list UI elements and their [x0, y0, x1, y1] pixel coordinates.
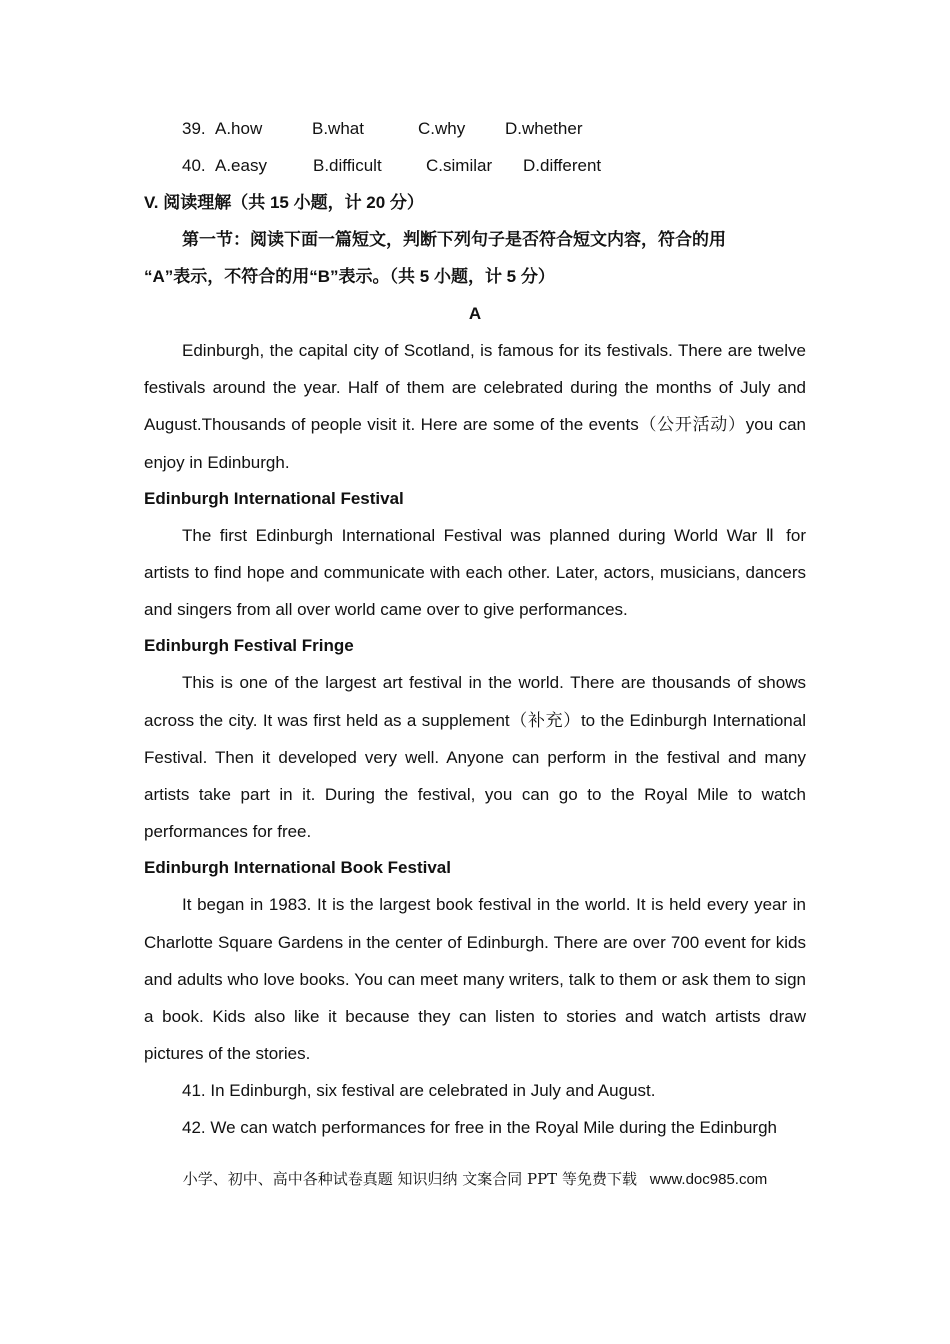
- section-paragraph: [144, 886, 806, 1072]
- document-page: [144, 110, 806, 1146]
- option-a: A.how: [215, 119, 263, 138]
- option-d: D.different: [523, 156, 602, 175]
- option-a: A.easy: [215, 156, 267, 175]
- question-42: 42. We can watch performances for free in the Royal Mile during the Edinburgh: [182, 1118, 777, 1138]
- section-heading: Edinburgh International Book Festival: [144, 858, 451, 878]
- footer-url[interactable]: www.doc985.com: [649, 1171, 768, 1188]
- intro-paragraph: [144, 332, 806, 481]
- section-heading: Edinburgh International Festival: [144, 488, 404, 508]
- passage-label: A: [468, 304, 482, 323]
- question-41: 41. In Edinburgh, six festival are celebrated in July and August.: [182, 1081, 656, 1101]
- section-text: It began in 1983. It is the largest book festival in the world. It is held every year in Charlotte Square Gardens in the center of Edinburgh. There are over 700 event for kids and adults who love books. You can meet many writers, talk to them or ask them to sign a book. Kids also like it because they can listen to stories and watch artists draw pictures of the stories.: [144, 895, 806, 1064]
- question-39-options: [144, 110, 806, 147]
- section-text: This is one of the largest art festival in the world. There are thousands of shows across the city. It was first held as a supplement（补充）to the Edinburgh International Festival. Then it developed very well. Anyone can perform in the festival and many artists take part in it. During the festival, you can go to the Royal Mile to watch performances for free.: [144, 673, 806, 842]
- question-number: 39.: [182, 119, 206, 138]
- option-d: D.whether: [505, 119, 583, 138]
- page-footer: [0, 1168, 950, 1189]
- option-b: B.what: [312, 119, 364, 138]
- instruction-line-2: “A”表示，不符合的用“B”表示。（共 5 小题，计 5 分）: [144, 267, 555, 286]
- section-text: The first Edinburgh International Festival was planned during World War Ⅱ for artists to find hope and communicate with each other. Later, actors, musicians, dancers and singers from all over world came over to give performances.: [144, 525, 806, 620]
- instruction-line-1: 第一节：阅读下面一篇短文，判断下列句子是否符合短文内容，符合的用: [182, 230, 726, 249]
- section-paragraph: [144, 664, 806, 850]
- section-paragraph: [144, 517, 806, 629]
- section-title: V. 阅读理解（共 15 小题，计 20 分）: [144, 193, 424, 212]
- option-b: B.difficult: [313, 156, 382, 175]
- question-40-options: [144, 147, 806, 184]
- footer-text: 小学、初中、高中各种试卷真题 知识归纳 文案合同 PPT 等免费下载: [182, 1170, 637, 1188]
- question-number: 40.: [182, 156, 206, 175]
- option-c: C.why: [418, 119, 466, 138]
- intro-text: Edinburgh, the capital city of Scotland, is famous for its festivals. There are twelve festivals around the year. Half of them are celebrated during the months of July and August.Thousands of people visit it. Here are some of the events（公开活动）you can enjoy in Edinburgh.: [144, 341, 806, 472]
- option-c: C.similar: [426, 156, 493, 175]
- section-heading: Edinburgh Festival Fringe: [144, 636, 354, 656]
